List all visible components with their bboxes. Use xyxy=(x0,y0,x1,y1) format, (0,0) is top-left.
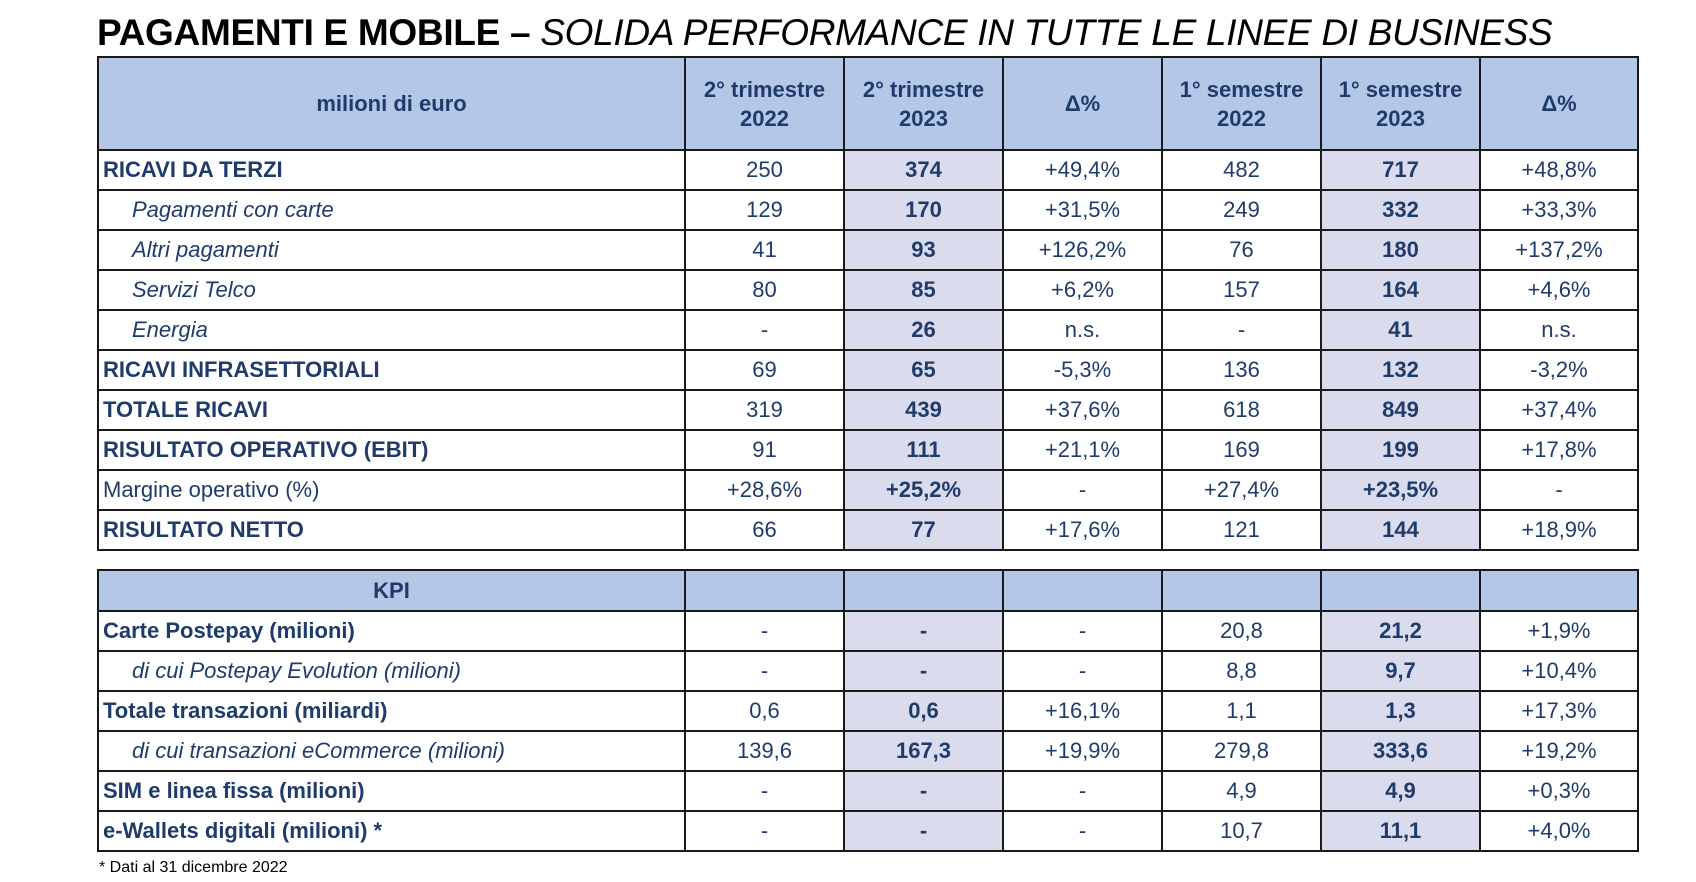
title-bold: PAGAMENTI E MOBILE xyxy=(97,12,500,53)
table-cell: 132 xyxy=(1321,350,1480,390)
table-cell: 0,6 xyxy=(685,691,844,731)
table-cell: 717 xyxy=(1321,150,1480,190)
table-cell: +17,3% xyxy=(1480,691,1638,731)
table-cell: - xyxy=(1480,470,1638,510)
table-cell: 136 xyxy=(1162,350,1321,390)
row-label: di cui transazioni eCommerce (milioni) xyxy=(98,731,685,771)
table-cell: 439 xyxy=(844,390,1003,430)
table-row xyxy=(98,811,1638,851)
table-cell: 80 xyxy=(685,270,844,310)
header-line-1: 2° trimestre xyxy=(703,76,826,102)
table-cell: - xyxy=(844,651,1003,691)
row-label: RISULTATO OPERATIVO (EBIT) xyxy=(98,430,685,470)
table-cell: 4,9 xyxy=(1321,771,1480,811)
row-label: Carte Postepay (milioni) xyxy=(98,611,685,651)
table-cell: 144 xyxy=(1321,510,1480,550)
table-cell: 9,7 xyxy=(1321,651,1480,691)
row-label: e-Wallets digitali (milioni) * xyxy=(98,811,685,851)
table-cell: 482 xyxy=(1162,150,1321,190)
kpi-header-row xyxy=(98,570,1638,611)
table-row xyxy=(98,190,1638,230)
header-line-1: Δ% xyxy=(1064,91,1101,116)
header-cell xyxy=(685,57,844,150)
row-label: Totale transazioni (miliardi) xyxy=(98,691,685,731)
table-cell: +17,8% xyxy=(1480,430,1638,470)
table-cell: 333,6 xyxy=(1321,731,1480,771)
table-cell: 21,2 xyxy=(1321,611,1480,651)
table-cell: - xyxy=(685,811,844,851)
row-label: TOTALE RICAVI xyxy=(98,390,685,430)
header-cell xyxy=(1003,570,1162,611)
table-cell: 69 xyxy=(685,350,844,390)
table-cell: 319 xyxy=(685,390,844,430)
table-row xyxy=(98,470,1638,510)
header-cell xyxy=(1480,570,1638,611)
row-label: RICAVI DA TERZI xyxy=(98,150,685,190)
table-cell: +21,1% xyxy=(1003,430,1162,470)
table-cell: 26 xyxy=(844,310,1003,350)
table-cell: +49,4% xyxy=(1003,150,1162,190)
table-cell: - xyxy=(844,611,1003,651)
table-cell: +4,0% xyxy=(1480,811,1638,851)
table-cell: +37,4% xyxy=(1480,390,1638,430)
table-cell: 199 xyxy=(1321,430,1480,470)
financial-table xyxy=(97,56,1639,551)
row-label: Servizi Telco xyxy=(98,270,685,310)
header-line-2: 2022 xyxy=(1217,105,1266,131)
table-cell: 129 xyxy=(685,190,844,230)
header-cell xyxy=(1162,57,1321,150)
title-dash: – xyxy=(499,12,541,53)
header-line-1: 2° trimestre xyxy=(862,76,985,102)
table-cell: +16,1% xyxy=(1003,691,1162,731)
table-cell: +6,2% xyxy=(1003,270,1162,310)
table-cell: 11,1 xyxy=(1321,811,1480,851)
table-row xyxy=(98,771,1638,811)
row-label: Altri pagamenti xyxy=(98,230,685,270)
title-italic: SOLIDA PERFORMANCE IN TUTTE LE LINEE DI BUSINESS xyxy=(540,12,1553,53)
table-cell: - xyxy=(844,811,1003,851)
table-cell: - xyxy=(1003,470,1162,510)
table-cell: 1,1 xyxy=(1162,691,1321,731)
table-cell: 249 xyxy=(1162,190,1321,230)
table-row xyxy=(98,390,1638,430)
table-cell: 111 xyxy=(844,430,1003,470)
table-cell: - xyxy=(685,310,844,350)
table-row xyxy=(98,510,1638,550)
table-cell: 167,3 xyxy=(844,731,1003,771)
header-line-2: 2023 xyxy=(899,105,948,131)
table-cell: - xyxy=(1162,310,1321,350)
table-row xyxy=(98,731,1638,771)
table-cell: 139,6 xyxy=(685,731,844,771)
table-cell: 618 xyxy=(1162,390,1321,430)
table-cell: 250 xyxy=(685,150,844,190)
table-cell: - xyxy=(685,611,844,651)
table-cell: 180 xyxy=(1321,230,1480,270)
table-cell: 121 xyxy=(1162,510,1321,550)
table-cell: +31,5% xyxy=(1003,190,1162,230)
header-cell xyxy=(1003,57,1162,150)
header-cell xyxy=(98,57,685,150)
header-cell xyxy=(1321,57,1480,150)
header-line-2: 2022 xyxy=(740,105,789,131)
header-cell xyxy=(685,570,844,611)
header-cell xyxy=(1321,570,1480,611)
table-cell: 77 xyxy=(844,510,1003,550)
table-cell: 849 xyxy=(1321,390,1480,430)
table-cell: 91 xyxy=(685,430,844,470)
table-cell: 374 xyxy=(844,150,1003,190)
header-line-2: 2023 xyxy=(1376,105,1425,131)
row-label: RICAVI INFRASETTORIALI xyxy=(98,350,685,390)
table-cell: 279,8 xyxy=(1162,731,1321,771)
table-cell: 170 xyxy=(844,190,1003,230)
table-cell: 0,6 xyxy=(844,691,1003,731)
table-cell: +28,6% xyxy=(685,470,844,510)
header-line-1: 1° semestre xyxy=(1338,76,1463,102)
table-cell: 10,7 xyxy=(1162,811,1321,851)
header-cell xyxy=(1480,57,1638,150)
footnote: * Dati al 31 dicembre 2022 xyxy=(99,859,288,876)
header-cell xyxy=(844,570,1003,611)
table-cell: +4,6% xyxy=(1480,270,1638,310)
table-cell: 85 xyxy=(844,270,1003,310)
table-row xyxy=(98,611,1638,651)
row-label: RISULTATO NETTO xyxy=(98,510,685,550)
table-cell: 20,8 xyxy=(1162,611,1321,651)
table-row xyxy=(98,651,1638,691)
table-row xyxy=(98,270,1638,310)
row-label: SIM e linea fissa (milioni) xyxy=(98,771,685,811)
table-cell: 65 xyxy=(844,350,1003,390)
table-cell: +19,2% xyxy=(1480,731,1638,771)
table-row xyxy=(98,430,1638,470)
table-cell: 164 xyxy=(1321,270,1480,310)
table-cell: 76 xyxy=(1162,230,1321,270)
table-cell: +10,4% xyxy=(1480,651,1638,691)
table-cell: +27,4% xyxy=(1162,470,1321,510)
table-cell: - xyxy=(685,771,844,811)
table-cell: 66 xyxy=(685,510,844,550)
header-line-1: 1° semestre xyxy=(1179,76,1304,102)
row-label: Energia xyxy=(98,310,685,350)
table-cell: +19,9% xyxy=(1003,731,1162,771)
table-cell: +23,5% xyxy=(1321,470,1480,510)
table-cell: - xyxy=(1003,611,1162,651)
table-cell: 41 xyxy=(1321,310,1480,350)
table-cell: 332 xyxy=(1321,190,1480,230)
header-line-1: Δ% xyxy=(1541,91,1577,116)
table-cell: +25,2% xyxy=(844,470,1003,510)
table-cell: +37,6% xyxy=(1003,390,1162,430)
table-cell: n.s. xyxy=(1480,310,1638,350)
table-cell: +1,9% xyxy=(1480,611,1638,651)
table-cell: +126,2% xyxy=(1003,230,1162,270)
header-cell xyxy=(1162,570,1321,611)
table-cell: - xyxy=(1003,771,1162,811)
table-row xyxy=(98,350,1638,390)
table-cell: +17,6% xyxy=(1003,510,1162,550)
table-cell: +0,3% xyxy=(1480,771,1638,811)
table-cell: - xyxy=(685,651,844,691)
table-cell: 169 xyxy=(1162,430,1321,470)
table-cell: +137,2% xyxy=(1480,230,1638,270)
table-cell: +33,3% xyxy=(1480,190,1638,230)
page-title xyxy=(97,12,1552,54)
table-cell: +48,8% xyxy=(1480,150,1638,190)
table-cell: 4,9 xyxy=(1162,771,1321,811)
kpi-header: KPI xyxy=(98,570,685,611)
header-cell xyxy=(844,57,1003,150)
table-cell: n.s. xyxy=(1003,310,1162,350)
table-cell: 8,8 xyxy=(1162,651,1321,691)
table-cell: 93 xyxy=(844,230,1003,270)
header-line-1: milioni di euro xyxy=(316,91,467,116)
row-label: Margine operativo (%) xyxy=(98,470,685,510)
table-cell: - xyxy=(1003,811,1162,851)
kpi-table xyxy=(97,569,1639,852)
table-row xyxy=(98,691,1638,731)
table-cell: 41 xyxy=(685,230,844,270)
table-cell: -5,3% xyxy=(1003,350,1162,390)
table-row xyxy=(98,310,1638,350)
table-cell: - xyxy=(844,771,1003,811)
row-label: Pagamenti con carte xyxy=(98,190,685,230)
table-cell: 157 xyxy=(1162,270,1321,310)
table-cell: - xyxy=(1003,651,1162,691)
table-cell: -3,2% xyxy=(1480,350,1638,390)
table-header-row xyxy=(98,57,1638,150)
table-row xyxy=(98,230,1638,270)
row-label: di cui Postepay Evolution (milioni) xyxy=(98,651,685,691)
table-row xyxy=(98,150,1638,190)
table-cell: 1,3 xyxy=(1321,691,1480,731)
table-cell: +18,9% xyxy=(1480,510,1638,550)
